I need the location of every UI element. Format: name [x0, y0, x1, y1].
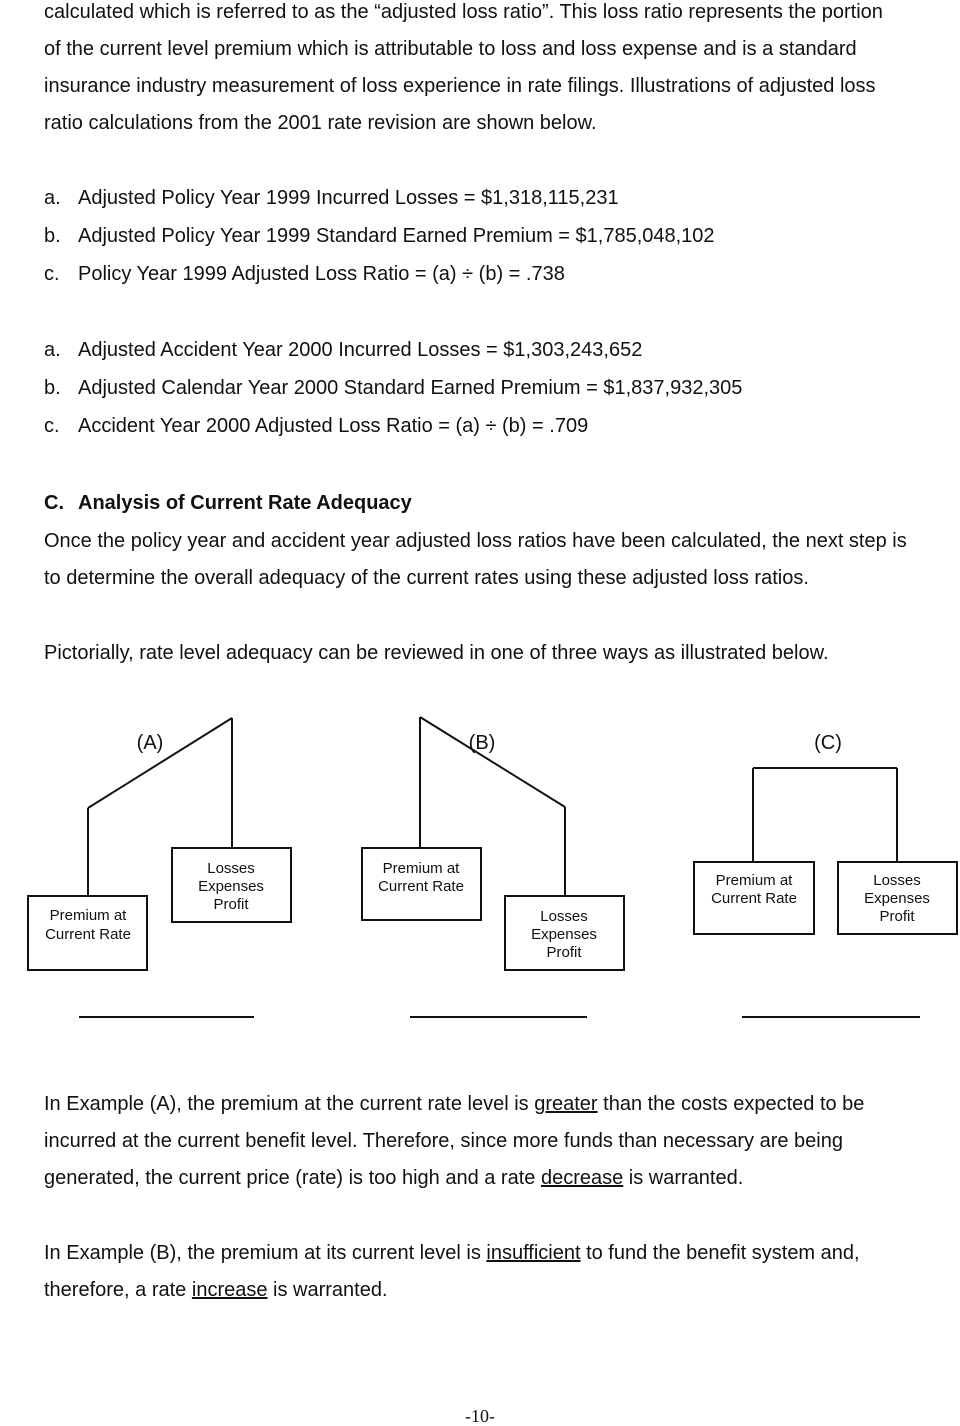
- list-text: Adjusted Accident Year 2000 Incurred Losses = $1,303,243,652: [78, 339, 643, 361]
- scale-a-label: (A): [136, 732, 164, 754]
- scale-b-label: (B): [468, 732, 496, 754]
- list-letter: c.: [44, 415, 60, 437]
- section-title: Analysis of Current Rate Adequacy: [78, 492, 412, 514]
- example-a-underlined: greater: [534, 1093, 598, 1115]
- section-para1-line-1: Once the policy year and accident year adjusted loss ratios have been calculated, the next step is: [44, 530, 907, 552]
- scale-b-right-box-line: Losses: [540, 908, 588, 925]
- list-text: Adjusted Policy Year 1999 Incurred Losses = $1,318,115,231: [78, 187, 619, 209]
- list-text: Accident Year 2000 Adjusted Loss Ratio = (a) ÷ (b) = .709: [78, 415, 589, 437]
- list-text: Adjusted Calendar Year 2000 Standard Earned Premium = $1,837,932,305: [78, 377, 743, 399]
- example-b-text: therefore, a rate: [44, 1279, 192, 1301]
- scale-b-right-box-line: Profit: [546, 944, 582, 961]
- intro-line-3: insurance industry measurement of loss experience in rate filings. Illustrations of adjusted loss: [44, 75, 876, 97]
- scale-c-label: (C): [814, 732, 842, 754]
- scale-a-right-box-line: Losses: [207, 860, 255, 877]
- accident-year-item-b: [44, 376, 742, 400]
- example-a-line-1: [44, 1092, 864, 1116]
- example-b-line-1: [44, 1241, 860, 1265]
- scale-b-right-box-line: Expenses: [531, 926, 597, 943]
- list-letter: a.: [44, 339, 61, 361]
- policy-year-item-c: [44, 262, 565, 286]
- section-heading: [44, 491, 412, 515]
- scale-c-right-box-line: Profit: [879, 908, 915, 925]
- policy-year-item-a: [44, 186, 619, 210]
- scale-c-right-box-line: Losses: [873, 872, 921, 889]
- rate-adequacy-diagram: [0, 700, 960, 1030]
- example-a-line-3: [44, 1166, 743, 1190]
- example-a-text: generated, the current price (rate) is too high and a rate: [44, 1167, 541, 1189]
- scale-a-left-box-line: Current Rate: [45, 926, 131, 943]
- policy-year-item-b: [44, 224, 715, 248]
- list-letter: b.: [44, 377, 61, 399]
- example-b-text: is warranted.: [267, 1279, 388, 1301]
- accident-year-item-a: [44, 338, 642, 362]
- example-b-text: to fund the benefit system and,: [580, 1242, 860, 1264]
- example-b-text: In Example (B), the premium at its current level is: [44, 1242, 487, 1264]
- scale-b-left-box-line: Current Rate: [378, 878, 464, 895]
- scale-a-right-box-line: Expenses: [198, 878, 264, 895]
- accident-year-item-c: [44, 414, 588, 438]
- scale-a-left-box-line: Premium at: [49, 907, 127, 924]
- list-letter: a.: [44, 187, 61, 209]
- example-b-underlined: increase: [191, 1279, 268, 1301]
- list-text: Adjusted Policy Year 1999 Standard Earned Premium = $1,785,048,102: [78, 225, 715, 247]
- section-letter: C.: [44, 492, 64, 514]
- list-letter: c.: [44, 263, 60, 285]
- scale-b-beam: [420, 717, 565, 807]
- section-para2: Pictorially, rate level adequacy can be reviewed in one of three ways as illustrated below.: [44, 642, 829, 664]
- list-letter: b.: [44, 225, 61, 247]
- intro-line-2: of the current level premium which is attributable to loss and loss expense and is a standard: [44, 38, 857, 60]
- example-a-text: is warranted.: [623, 1167, 744, 1189]
- scale-a-right-box-line: Profit: [213, 896, 249, 913]
- scale-c-right-box-line: Expenses: [864, 890, 930, 907]
- page-number: -10-: [465, 1406, 495, 1426]
- intro-line-4: ratio calculations from the 2001 rate revision are shown below.: [44, 112, 597, 134]
- example-b-line-2: [44, 1278, 388, 1302]
- scale-c-left-box-line: Current Rate: [711, 890, 797, 907]
- example-a-underlined: decrease: [540, 1167, 624, 1189]
- scale-b-left-box-line: Premium at: [382, 860, 460, 877]
- example-a-line-2: incurred at the current benefit level. Therefore, since more funds than necessary are being: [44, 1130, 843, 1152]
- list-text: Policy Year 1999 Adjusted Loss Ratio = (a) ÷ (b) = .738: [78, 263, 565, 285]
- example-a-text: In Example (A), the premium at the current rate level is: [44, 1093, 535, 1115]
- intro-line-1: calculated which is referred to as the “adjusted loss ratio”. This loss ratio represents the portion: [44, 1, 883, 23]
- example-b-underlined: insufficient: [486, 1242, 581, 1264]
- section-para1-line-2: to determine the overall adequacy of the current rates using these adjusted loss ratios.: [44, 567, 809, 589]
- scale-c-left-box-line: Premium at: [715, 872, 793, 889]
- example-a-text: than the costs expected to be: [597, 1093, 865, 1115]
